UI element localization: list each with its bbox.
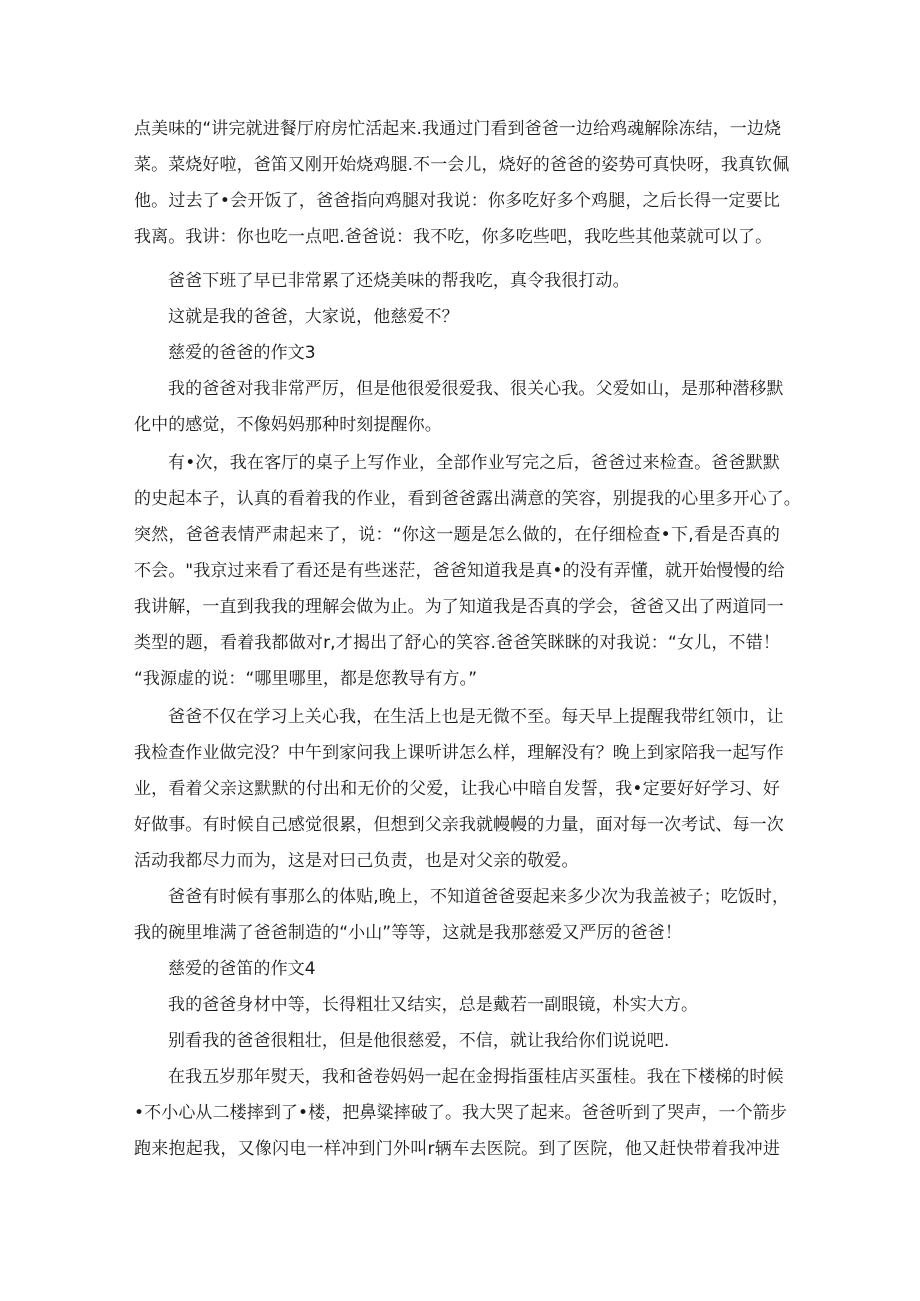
text-line: 我离。我讲：你也吃一点吧.爸爸说：我不吃，你多吃些吧，我吃些其他菜就可以了。 <box>134 227 773 247</box>
section-heading: 慈爱的爸笛的作文4 <box>168 959 316 979</box>
text-line: 化中的感觉，不像妈妈那种时刻提醒你。 <box>134 415 442 435</box>
text-line: 爸爸有时候有事那么的体贴,晚上，不知道爸爸耍起来多少次为我盖被子；吃饭时， <box>168 887 790 907</box>
text-line: 爸爸不仅在学习上关心我，在生活上也是无微不至。每天早上提醒我带红领巾，让 <box>168 707 784 727</box>
text-line: 菜。菜烧好啦，爸笛又刚开始烧鸡腿.不一会儿，烧好的爸爸的姿势可真快呀，我真钦佩 <box>134 155 790 175</box>
text-line: 不会。"我京过来看了看还是有些迷茫，爸爸知道我是真•的没有弄懂，就开始慢慢的给 <box>134 561 785 581</box>
text-line: 我讲解，一直到我我的理解会做为止。为了知道我是否真的学会，爸爸又出了两道同一 <box>134 597 784 617</box>
text-line: 他。过去了•会开饭了，爸爸指向鸡腿对我说：你多吃好多个鸡腿，之后长得一定要比 <box>134 191 780 211</box>
text-line: •不小心从二楼摔到了•楼，把鼻粱摔破了。我大哭了起来。爸爸听到了哭声，一个箭步 <box>134 1103 787 1123</box>
text-line: 我的爸爸身材中等，长得粗壮又结实，总是戴若一副眼镜，朴实大方。 <box>168 995 699 1015</box>
text-line: 好做事。有时候自己感觉很累，但想到父亲我就幔幔的力量，面对每一次考试、每一次 <box>134 815 784 835</box>
text-line: 跑来抱起我，又像闪电一样冲到门外叫r辆车去医院。到了医院，他又赶快带着我冲进 <box>134 1139 780 1159</box>
text-line: 这就是我的爸爸，大家说，他慈爱不？ <box>168 307 459 327</box>
paragraph-10 <box>134 1023 780 1059</box>
text-line: 我的爸爸对我非常严厉，但是他很爱很爱我、很关心我。父爱如山，是那种潜移默 <box>168 379 784 399</box>
text-line: 的史起本子，认真的看着我的作业，看到爸爸露出满意的笑容，别提我的心里多开心了。 <box>134 489 801 509</box>
text-line: 我检查作业做完没？中午到家问我上课听讲怎么样，理解没有？晚上到家陪我一起写作 <box>134 743 784 763</box>
paragraph-2 <box>134 299 780 335</box>
paragraph-4 <box>134 371 784 443</box>
text-line: 别看我的爸爸很粗壮，但是他很慈爱，不信，就让我给你们说说吧. <box>168 1031 670 1051</box>
text-line: 点美味的“讲完就进餐厅府房忙活起来.我通过门看到爸爸一边给鸡魂解除冻结，一边烧 <box>134 119 782 139</box>
paragraph-9 <box>134 987 780 1023</box>
paragraph-7 <box>134 879 790 951</box>
section-heading-3 <box>134 335 780 371</box>
text-line: 类型的题，看着我都做对r,才揭出了舒心的笑容.爸爸笑眯眯的对我说：“女儿，不错！ <box>134 633 780 653</box>
text-line: 在我五岁那年熨天，我和爸卷妈妈一起在金拇指蛋桂店买蛋桂。我在下楼梯的时候 <box>168 1067 784 1087</box>
paragraph-5 <box>134 445 801 697</box>
text-line: 活动我都尽力而为，这是对曰己负责，也是对父亲的敬爱。 <box>134 851 579 871</box>
text-line: 业，看着父亲这默默的付出和无价的父爱，让我心中暗自发誓，我•定要好好学习、好 <box>134 779 780 799</box>
section-heading: 慈爱的爸爸的作文3 <box>168 343 316 363</box>
paragraph-1 <box>134 263 780 299</box>
text-line: “我源虚的说：“哪里哪里，都是您教导有方。” <box>134 669 478 689</box>
text-line: 有•次，我在客厅的桌子上写作业，全部作业写完之后，爸爸过来检查。爸爸默默 <box>168 453 780 473</box>
paragraph-11 <box>134 1059 787 1167</box>
text-line: 爸爸下班了早已非常累了还烧美味的帮我吃，真令我很打动。 <box>168 271 630 291</box>
paragraph-6 <box>134 699 784 879</box>
text-line: 我的碗里堆满了爸爸制造的“小山”等等，这就是我那慈爱又严厉的爸爸！ <box>134 923 682 943</box>
text-line: 突然，爸爸表情严肃起来了，说：“你这一题是怎么做的，在仔细检查•下,看是否真的 <box>134 525 780 545</box>
section-heading-4 <box>134 951 780 987</box>
paragraph-0 <box>134 111 790 255</box>
